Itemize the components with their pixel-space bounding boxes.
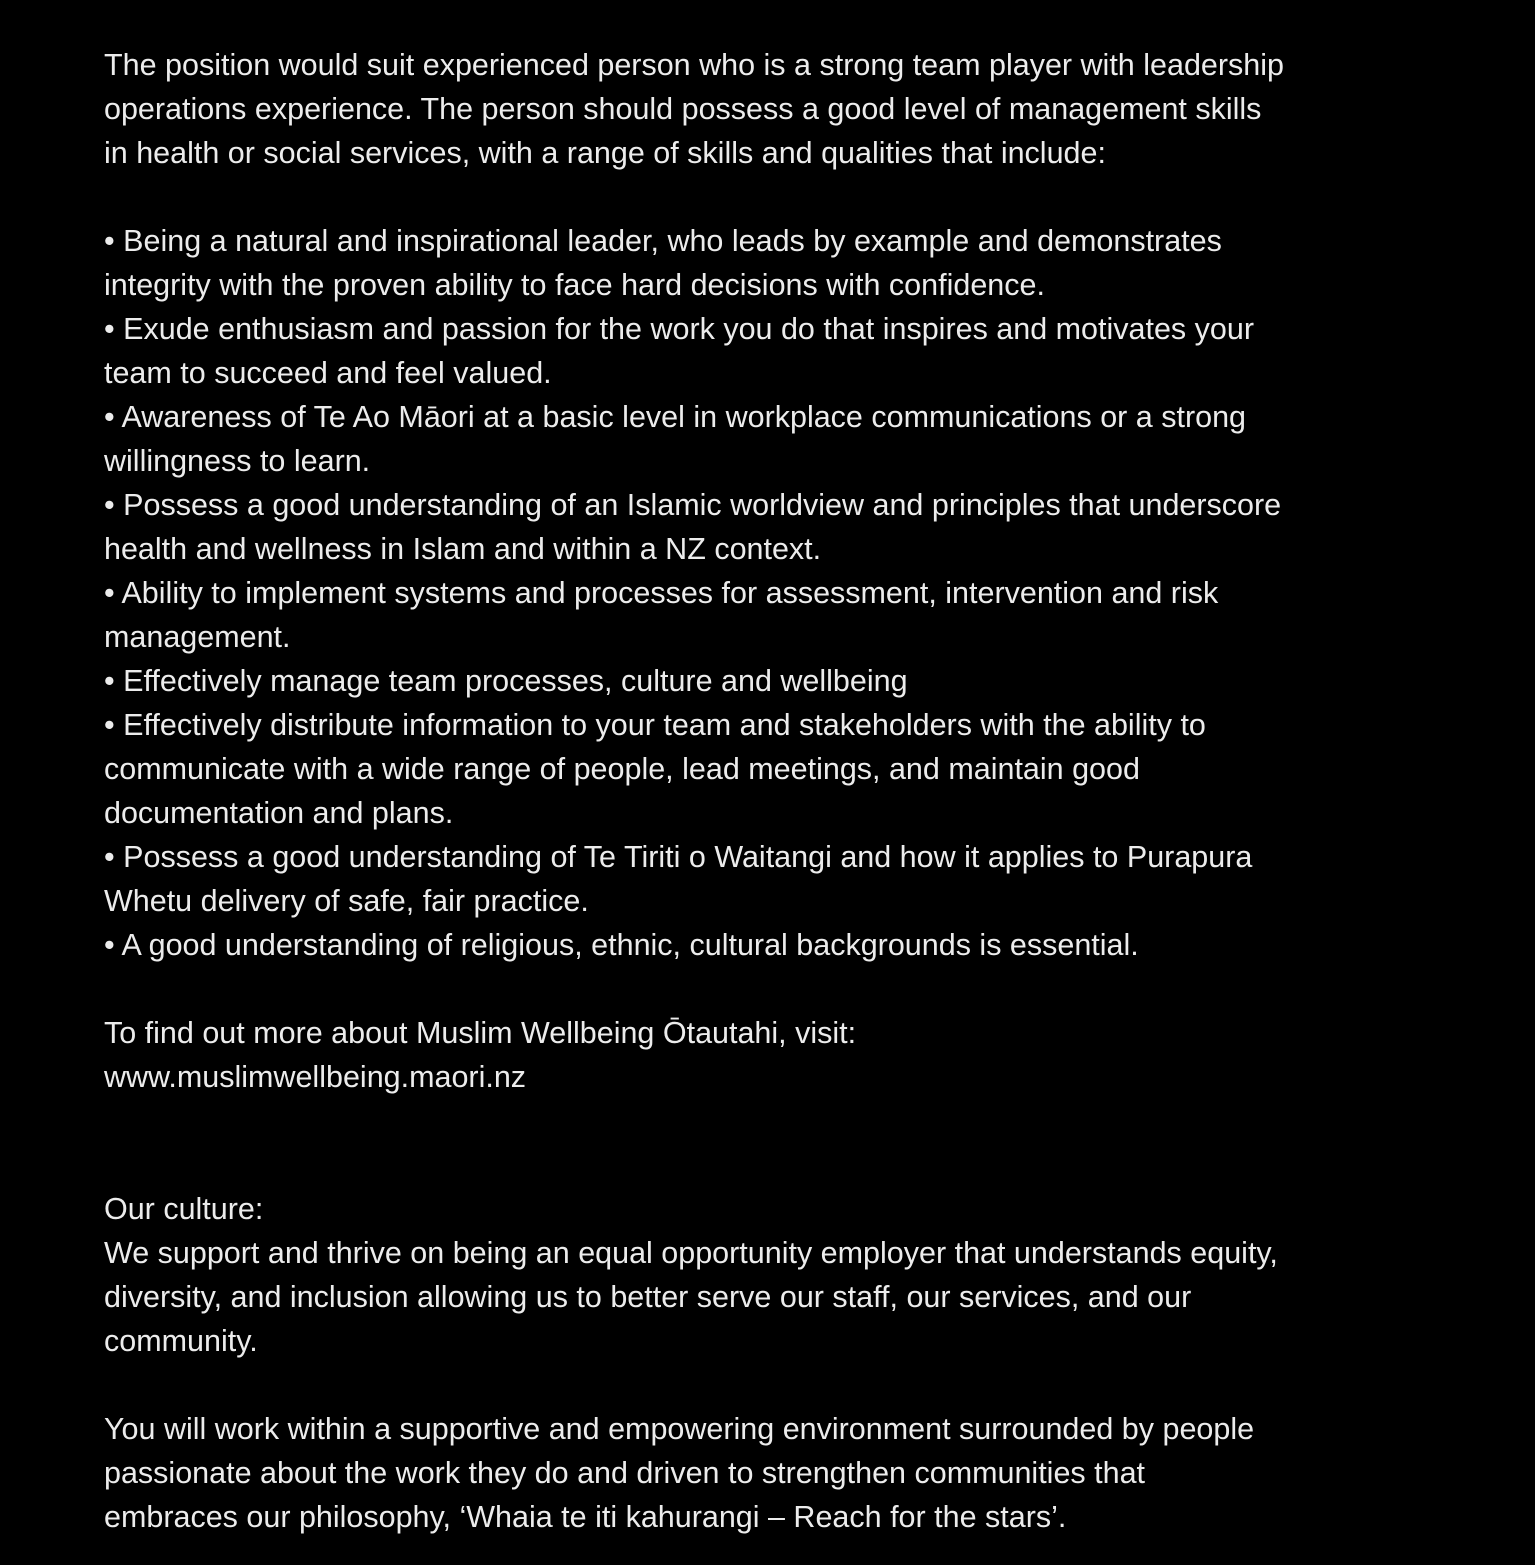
intro-paragraph: [104, 43, 1475, 175]
bullet-line: • Awareness of Te Ao Māori at a basic level in workplace communications or a strong: [104, 400, 1247, 434]
bullet-line: • Effectively distribute information to your team and stakeholders with the ability to: [104, 708, 1206, 742]
bullet-line: team to succeed and feel valued.: [104, 356, 552, 390]
text-line: diversity, and inclusion allowing us to better serve our staff, our services, and our: [104, 1280, 1192, 1314]
bullet-line: • A good understanding of religious, ethnic, cultural backgrounds is essential.: [104, 928, 1139, 962]
text-line: in health or social services, with a range of skills and qualities that include:: [104, 136, 1106, 170]
bullet-line: Whetu delivery of safe, fair practice.: [104, 884, 589, 918]
bullet-line: health and wellness in Islam and within a NZ context.: [104, 532, 822, 566]
skills-bullet-list: [104, 219, 1475, 967]
environment-paragraph: [104, 1407, 1475, 1539]
bullet-line: • Effectively manage team processes, culture and wellbeing: [104, 664, 908, 698]
text-line: You will work within a supportive and empowering environment surrounded by people: [104, 1412, 1255, 1446]
more-info-text: To find out more about Muslim Wellbeing Ōtautahi, visit:: [104, 1016, 857, 1050]
culture-heading: Our culture:: [104, 1192, 264, 1226]
bullet-line: communicate with a wide range of people, lead meetings, and maintain good: [104, 752, 1140, 786]
text-line: operations experience. The person should possess a good level of management skills: [104, 92, 1262, 126]
bullet-line: management.: [104, 620, 291, 654]
more-info-paragraph: [104, 1011, 1475, 1099]
text-line: The position would suit experienced person who is a strong team player with leadership: [104, 48, 1284, 82]
culture-paragraph: [104, 1187, 1475, 1363]
bullet-line: • Possess a good understanding of an Islamic worldview and principles that underscore: [104, 488, 1282, 522]
bullet-line: willingness to learn.: [104, 444, 371, 478]
bullet-line: • Being a natural and inspirational leader, who leads by example and demonstrates: [104, 224, 1222, 258]
bullet-line: • Ability to implement systems and processes for assessment, intervention and risk: [104, 576, 1219, 610]
job-description: [104, 43, 1475, 1539]
text-line: community.: [104, 1324, 258, 1358]
bullet-line: • Exude enthusiasm and passion for the work you do that inspires and motivates your: [104, 312, 1254, 346]
text-line: We support and thrive on being an equal opportunity employer that understands equity,: [104, 1236, 1278, 1270]
bullet-line: documentation and plans.: [104, 796, 454, 830]
text-line: passionate about the work they do and driven to strengthen communities that: [104, 1456, 1146, 1490]
website-link[interactable]: www.muslimwellbeing.maori.nz: [104, 1060, 527, 1094]
text-line: embraces our philosophy, ‘Whaia te iti kahurangi – Reach for the stars’.: [104, 1500, 1067, 1534]
bullet-line: integrity with the proven ability to face hard decisions with confidence.: [104, 268, 1045, 302]
bullet-line: • Possess a good understanding of Te Tiriti o Waitangi and how it applies to Purapura: [104, 840, 1253, 874]
